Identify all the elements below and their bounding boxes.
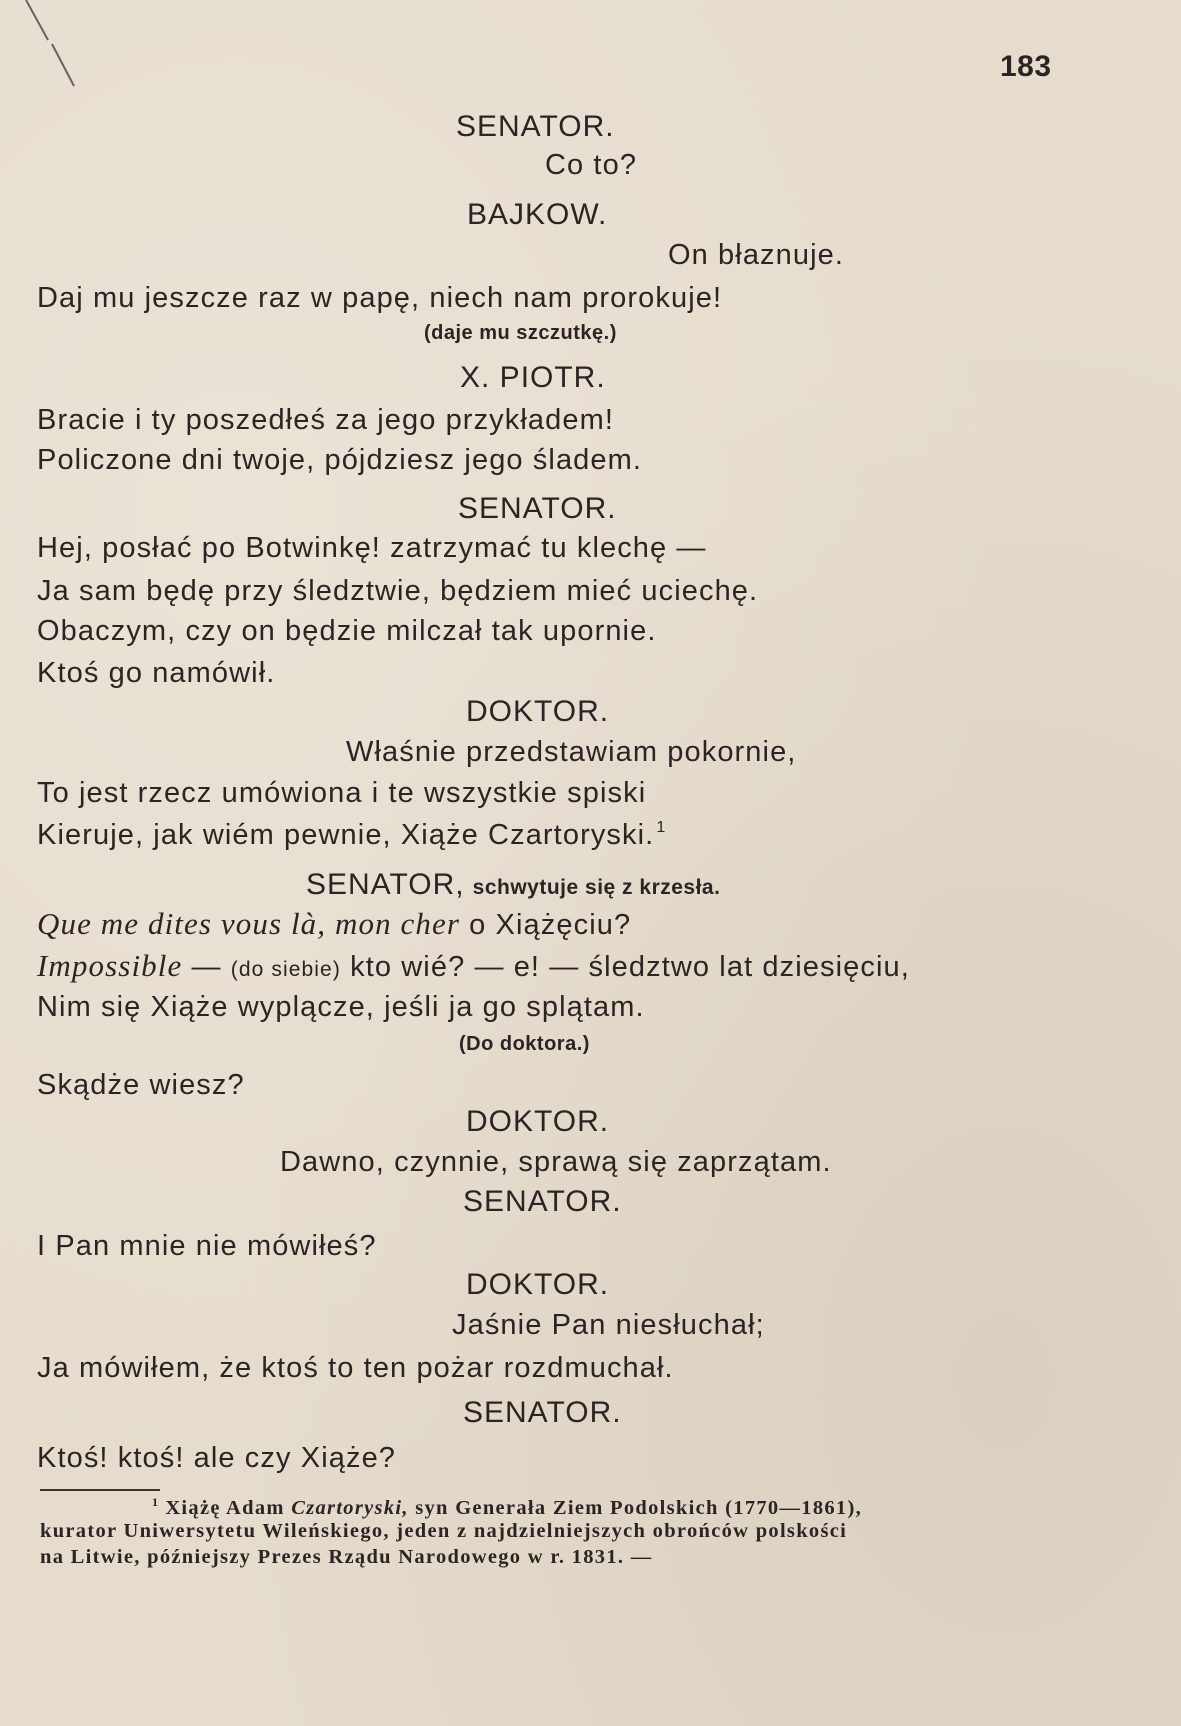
verse-line: Ja sam będę przy śledztwie, będziem mieć uciechę. <box>37 575 759 607</box>
stage-direction: (do siebie) <box>230 958 341 981</box>
footnote-line: na Litwie, późniejszy Prezes Rządu Narodowego w r. 1831. — <box>40 1546 653 1568</box>
stage-direction: (daje mu szczutkę.) <box>424 322 617 344</box>
verse-line: Ktoś! ktoś! ale czy Xiąże? <box>37 1442 397 1474</box>
verse-line <box>37 950 910 982</box>
footnote-separator <box>40 1489 160 1491</box>
verse-line: Właśnie przedstawiam pokornie, <box>346 736 797 768</box>
stage-direction: (Do doktora.) <box>459 1033 590 1055</box>
verse-line: Ja mówiłem, że ktoś to ten pożar rozdmuchał. <box>37 1352 674 1384</box>
speaker-senator: SENATOR, <box>306 868 465 901</box>
verse-text: o Xiążęciu? <box>469 909 632 941</box>
speaker-senator: SENATOR. <box>456 110 615 143</box>
verse-line <box>37 820 666 850</box>
verse-line: Hej, posłać po Botwinkę! zatrzymać tu klechę — <box>37 532 707 564</box>
pencil-mark <box>18 0 78 90</box>
footnote-line <box>152 1496 862 1519</box>
footnote-line: kurator Uniwersytetu Wileńskiego, jeden z najdzielniejszych obrońców polskości <box>40 1520 848 1542</box>
verse-line: Co to? <box>545 149 638 181</box>
verse-line: Obaczym, czy on będzie milczał tak upornie. <box>37 615 657 647</box>
verse-line: Ktoś go namówił. <box>37 657 276 689</box>
verse-line: Nim się Xiąże wyplącze, jeśli ja go splątam. <box>37 991 645 1023</box>
verse-line: Jaśnie Pan niesłuchał; <box>452 1309 765 1341</box>
verse-line: Bracie i ty poszedłeś za jego przykładem! <box>37 404 615 436</box>
footnote-text: Xiążę Adam <box>165 1497 285 1519</box>
french-phrase: Impossible <box>37 948 183 983</box>
verse-line: Dawno, czynnie, sprawą się zaprzątam. <box>280 1146 832 1178</box>
footnote-name: Czartoryski, <box>291 1497 409 1519</box>
speaker-senator-with-direction <box>306 870 720 900</box>
speaker-senator: SENATOR. <box>463 1185 622 1218</box>
stage-direction: schwytuje się z krzesła. <box>472 876 721 899</box>
verse-line: To jest rzecz umówiona i te wszystkie spiski <box>37 777 647 809</box>
speaker-doktor: DOKTOR. <box>466 695 610 728</box>
verse-line: Daj mu jeszcze raz w papę, niech nam prorokuje! <box>37 282 723 314</box>
speaker-x-piotr: X. PIOTR. <box>460 361 606 394</box>
french-phrase: Que me dites vous là, mon cher <box>37 906 460 941</box>
speaker-senator: SENATOR. <box>463 1396 622 1429</box>
speaker-bajkow: BAJKOW. <box>467 198 608 231</box>
page-number: 183 <box>1000 50 1052 83</box>
verse-line: I Pan mnie nie mówiłeś? <box>37 1230 377 1262</box>
speaker-doktor: DOKTOR. <box>466 1105 610 1138</box>
verse-line: Skądże wiesz? <box>37 1069 245 1101</box>
verse-line: On błaznuje. <box>668 239 845 271</box>
footnote-marker: 1 <box>152 1495 160 1509</box>
speaker-senator: SENATOR. <box>458 492 617 525</box>
verse-line: Policzone dni twoje, pójdziesz jego śladem. <box>37 444 643 476</box>
speaker-doktor: DOKTOR. <box>466 1268 610 1301</box>
verse-text: kto wié? — e! — śledztwo lat dziesięciu, <box>350 951 910 983</box>
footnote-text: syn Generała Ziem Podolskich (1770—1861), <box>415 1497 863 1519</box>
verse-text: — <box>191 951 222 983</box>
verse-line <box>37 908 631 940</box>
verse-text: Kieruje, jak wiém pewnie, Xiąże Czartoryski. <box>37 819 655 851</box>
footnote-reference: 1 <box>656 819 667 836</box>
